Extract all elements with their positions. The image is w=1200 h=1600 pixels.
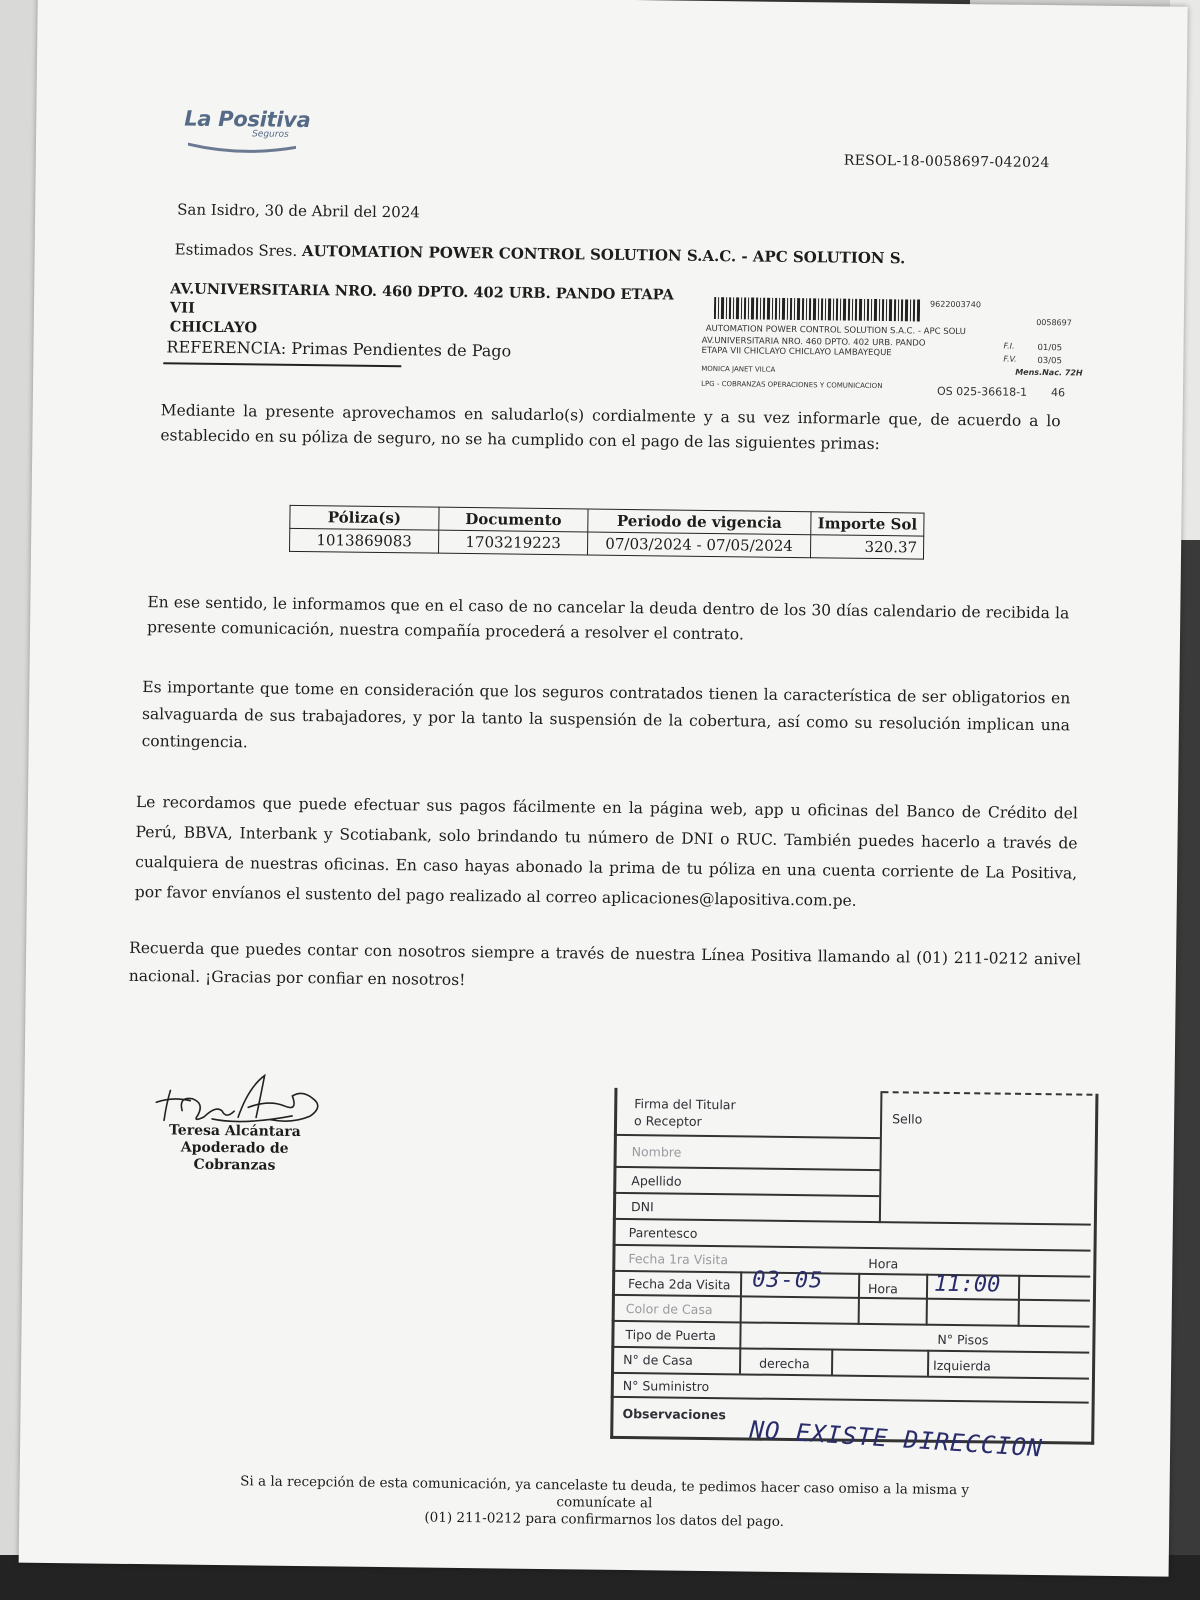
label-address-line-1: AV.UNIVERSITARIA NRO. 460 DPTO. 402 URB. PANDO — [701, 335, 926, 349]
receipt-form — [610, 1088, 1094, 1464]
service-type: Mens.Nac. 72H — [1015, 367, 1083, 378]
logo-tagline: Seguros — [252, 129, 289, 140]
greeting-prefix: Estimados Sres. — [174, 240, 298, 260]
column-header: Documento — [439, 507, 588, 532]
document-number: 1703219223 — [439, 530, 588, 555]
company-logo — [184, 107, 311, 141]
dni-label: DNI — [630, 1199, 654, 1215]
pending-premiums-table — [289, 505, 925, 560]
handwritten-observation: NO EXISTE DIRECCION — [748, 1415, 1044, 1463]
hora-2-label: Hora — [867, 1280, 898, 1297]
fi-label: F.I. — [1003, 341, 1015, 351]
recipient-company: AUTOMATION POWER CONTROL SOLUTION S.A.C. - APC SOLUTION S. — [301, 241, 906, 268]
suministro-label: N° Suministro — [622, 1377, 710, 1395]
parentesco-label: Parentesco — [628, 1225, 698, 1241]
reference-line: REFERENCIA: Primas Pendientes de Pago — [166, 337, 512, 361]
address-line-1: AV.UNIVERSITARIA NRO. 460 DPTO. 402 URB. PANDO ETAPA VII — [169, 280, 674, 317]
barcode-icon — [714, 297, 920, 322]
os-number: OS 025-36618-1 — [936, 384, 1028, 399]
tipo-puerta-label: Tipo de Puerta — [625, 1327, 717, 1344]
address-line-2: CHICLAYO — [169, 318, 258, 337]
handwritten-visit-date: 03-05 — [751, 1267, 824, 1294]
house-divider — [831, 1349, 833, 1375]
paragraph-importance: Es importante que tome en consideración que los seguros contratados tienen la característica de ser obligatorios en salvaguarda de sus trabajadores, y por la tanto la suspensión de la cobertura, así como su resolución implican una contingencia. — [141, 678, 1071, 752]
paragraph-deadline: En ese sentido, le informamos que en el caso de no cancelar la deuda dentro de los 30 días calendario de recibida la presente comunicación, nuestra compañía procederá a resolver el contrato. — [146, 593, 1070, 644]
fecha-visita-2-label: Fecha 2da Visita — [628, 1276, 731, 1293]
recipient-address — [170, 279, 691, 342]
sello-label: Sello — [892, 1111, 923, 1127]
house-divider — [927, 1350, 929, 1376]
hora-1-label: Hora — [868, 1255, 899, 1272]
firma-label: Firma del Titular — [634, 1096, 736, 1113]
logo-name: La Positiva — [184, 106, 311, 133]
fv-value: 03/05 — [1037, 355, 1062, 367]
paragraph-payment-options: Le recordamos que puede efectuar sus pagos fácilmente en la página web, app u oficinas del Banco de Crédito del Perú, BBVA, Interbank y Scotiabank, solo brindando tu número de DNI o RUC. También puedes hacerlo a través de cualquiera de nuestras oficinas. En caso hayas abonado la prima de tu póliza en una cuenta corriente de La Positiva, por favor envíanos el sustento del pago realizado al correo aplicaciones@lapositiva.com.pe. — [134, 792, 1078, 910]
validity-period: 07/03/2024 - 07/05/2024 — [587, 532, 810, 558]
fv-label: F.V. — [1003, 354, 1017, 364]
nombre-label: Nombre — [631, 1144, 682, 1160]
resolution-code: RESOL-18-0058697-042024 — [843, 152, 1050, 172]
apellido-label: Apellido — [631, 1173, 682, 1189]
color-casa-label: Color de Casa — [625, 1301, 713, 1318]
reference-underline — [163, 362, 401, 367]
numero-casa-label: N° de Casa — [623, 1351, 693, 1368]
label-count: 46 — [1050, 386, 1066, 400]
handwritten-visit-hour: 11:00 — [933, 1271, 1001, 1298]
letter-date: San Isidro, 30 de Abril del 2024 — [177, 200, 420, 222]
label-person: MONICA JANET VILCA — [701, 364, 776, 374]
izquierda-label: Izquierda — [933, 1357, 992, 1374]
paragraph-intro: Mediante la presente aprovechamos en saludarlo(s) cordialmente y a su vez informarle que, de acuerdo a lo establecido en su póliza de seguro, no se ha cumplido con el pago de las siguientes primas: — [160, 401, 1061, 454]
amount-due: 320.37 — [810, 535, 923, 559]
label-address — [701, 336, 961, 359]
derecha-label: derecha — [759, 1355, 810, 1372]
column-header: Periodo de vigencia — [588, 509, 811, 535]
signatory-block — [139, 1122, 330, 1175]
label-department: LPG - COBRANZAS OPERACIONES Y COMUNICACION — [701, 379, 883, 391]
footer-line-1: Si a la recepción de esta comunicación, ya cancelaste tu deuda, te pedimos hacer caso omiso a la misma y comunícate al — [240, 1473, 970, 1512]
mail-label — [701, 293, 1092, 408]
logo-swoosh-icon — [186, 139, 298, 154]
barcode-number: 9622003740 — [930, 299, 982, 310]
letter-page — [19, 0, 1188, 1577]
greeting — [175, 240, 906, 267]
policy-number: 1013869083 — [290, 528, 439, 553]
fecha-visita-1-label: Fecha 1ra Visita — [628, 1251, 729, 1268]
record-id: 0058697 — [1036, 317, 1072, 328]
footer-line-2: (01) 211-0212 para confirmarnos los datos del pago. — [424, 1509, 785, 1530]
footer-note — [209, 1473, 1000, 1534]
column-header: Póliza(s) — [290, 505, 439, 530]
signatory-name: Teresa Alcántara — [168, 1122, 301, 1141]
signatory-title: Apoderado de Cobranzas — [180, 1139, 289, 1174]
fi-value: 01/05 — [1037, 342, 1063, 354]
observaciones-label: Observaciones — [622, 1405, 726, 1423]
column-header: Importe Sol — [811, 512, 924, 536]
receptor-label: o Receptor — [633, 1113, 702, 1129]
paragraph-closing: Recuerda que puedes contar con nosotros siempre a través de nuestra Línea Positiva llamando al (01) 211-0212 anivel nacional. ¡Gracias por confiar en nosotros! — [128, 938, 1082, 990]
label-company: AUTOMATION POWER CONTROL SOLUTION S.A.C. - APC SOLU — [705, 323, 966, 338]
label-address-line-2: ETAPA VII CHICLAYO CHICLAYO LAMBAYEQUE — [701, 345, 892, 359]
n-pisos-label: N° Pisos — [937, 1331, 989, 1348]
